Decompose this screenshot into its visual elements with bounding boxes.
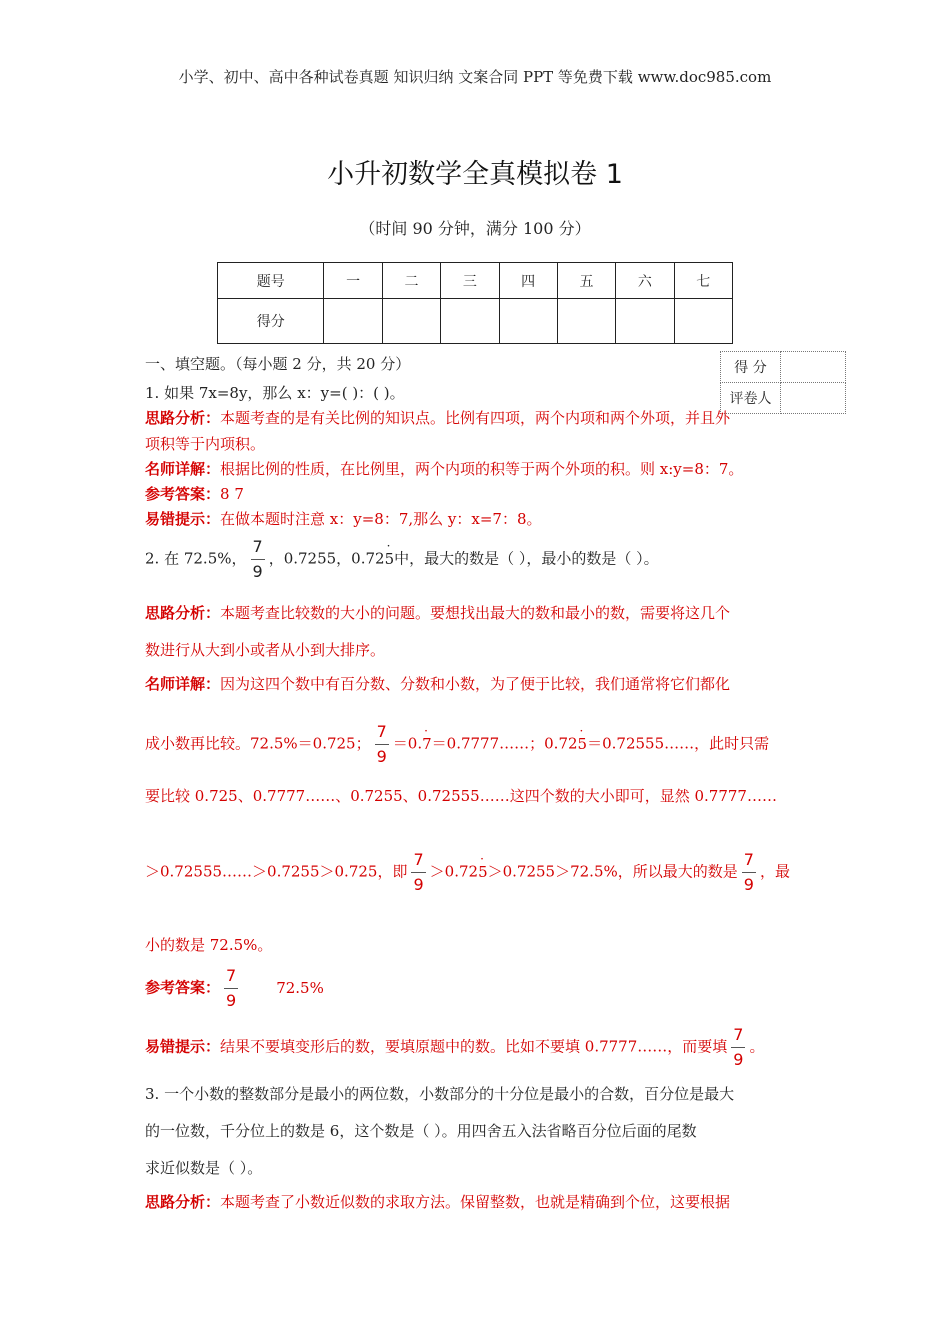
q2-t4-a: ＞0.72555……＞0.7255＞0.725，即 — [145, 862, 408, 881]
q2-answer — [145, 966, 324, 1011]
score-table-col: 四 — [499, 263, 557, 299]
q2-answer-b: 72.5% — [276, 978, 324, 997]
tip-label: 易错提示： — [145, 510, 221, 528]
score-table-col: 三 — [441, 263, 499, 299]
fraction-7-9 — [251, 537, 265, 582]
score-table-label: 题号 — [218, 263, 324, 299]
grader-box — [720, 351, 846, 414]
fraction-numerator: 7 — [375, 722, 389, 745]
score-table — [217, 262, 733, 344]
score-cell — [324, 299, 382, 344]
q1-tip — [145, 509, 542, 529]
grader-score-label: 得 分 — [721, 352, 781, 383]
q2-t4-e: ，最 — [759, 862, 790, 881]
question-1: 1. 如果 7x=8y，那么 x：y=( )：( )。 — [145, 384, 405, 402]
score-cell — [441, 299, 499, 344]
q2-text-d: 中，最大的数是（ ），最小的数是（ ）。 — [394, 549, 659, 568]
q2-teacher-line4 — [145, 850, 790, 895]
fraction-numerator: 7 — [411, 850, 425, 873]
q2-t2-f: ＝0.72555……，此时只需 — [587, 734, 770, 753]
q1-teacher-text: 根据比例的性质，在比例里，两个内项的积等于两个外项的积。则 x:y=8：7。 — [220, 460, 744, 478]
score-table-col: 一 — [324, 263, 382, 299]
score-table-col: 七 — [674, 263, 732, 299]
q2-teacher-line5: 小的数是 72.5%。 — [145, 936, 273, 954]
score-table-label: 得分 — [218, 299, 324, 344]
score-cell — [616, 299, 674, 344]
q2-analysis-text: 本题考查比较数的大小的问题。要想找出最大的数和最小的数，需要将这几个 — [220, 604, 731, 622]
q2-analysis — [145, 603, 730, 623]
analysis-label: 思路分析： — [145, 1193, 221, 1211]
tip-label: 易错提示： — [145, 1037, 221, 1056]
page-title: 小升初数学全真模拟卷 1 — [327, 159, 623, 190]
question-3-line3: 求近似数是（ ）。 — [145, 1159, 263, 1177]
q1-answer — [145, 484, 244, 504]
q2-teacher-text: 因为这四个数中有百分数、分数和小数，为了便于比较，我们通常将它们都化 — [220, 675, 731, 693]
fraction-7-9 — [411, 850, 425, 895]
score-table-col: 二 — [382, 263, 440, 299]
fraction-denominator: 9 — [226, 991, 237, 1010]
score-cell — [382, 299, 440, 344]
page-header: 小学、初中、高中各种试卷真题 知识归纳 文案合同 PPT 等免费下载 www.doc985.com — [178, 68, 772, 86]
question-3-line2: 的一位数，千分位上的数是 6，这个数是（ ）。用四舍五入法省略百分位后面的尾数 — [145, 1122, 697, 1140]
q1-answer-text: 8 7 — [220, 485, 244, 503]
q1-analysis — [145, 408, 730, 428]
analysis-label: 思路分析： — [145, 409, 221, 427]
score-cell — [674, 299, 732, 344]
q1-tip-text: 在做本题时注意 x：y=8：7,那么 y：x=7：8。 — [220, 510, 542, 528]
fraction-7-9 — [742, 850, 756, 895]
answer-label: 参考答案： — [145, 485, 221, 503]
teacher-label: 名师详解： — [145, 675, 221, 693]
fraction-numerator: 7 — [251, 537, 265, 560]
fraction-7-9 — [731, 1025, 745, 1070]
analysis-label: 思路分析： — [145, 604, 221, 622]
fraction-numerator: 7 — [731, 1025, 745, 1048]
page-subtitle: （时间 90 分钟，满分 100 分） — [359, 219, 591, 238]
repeating-digit: · 5 — [578, 735, 588, 753]
q3-analysis — [145, 1192, 730, 1212]
score-cell — [557, 299, 615, 344]
fraction-denominator: 9 — [743, 875, 754, 894]
q2-text-a: 2. 在 72.5%， — [145, 549, 247, 568]
q2-t2-a: 成小数再比较。72.5%＝0.725； — [145, 734, 371, 753]
grader-name-cell — [781, 383, 846, 414]
q2-t2-d: ＝0.7777……；0.72 — [431, 734, 578, 753]
fraction-denominator: 9 — [733, 1050, 744, 1069]
q2-t2-b: ＝0. — [392, 734, 423, 753]
score-table-score-row — [218, 299, 733, 344]
answer-label: 参考答案： — [145, 978, 221, 997]
repeating-digit: · 5 — [385, 550, 395, 568]
q2-analysis-cont: 数进行从大到小或者从小到大排序。 — [145, 641, 386, 659]
fraction-numerator: 7 — [742, 850, 756, 873]
q2-teacher — [145, 674, 730, 694]
q2-teacher-line2 — [145, 722, 769, 767]
q2-teacher-line3: 要比较 0.725、0.7777……、0.7255、0.72555……这四个数的大小即可，显然 0.7777…… — [145, 787, 777, 805]
fraction-7-9 — [375, 722, 389, 767]
grader-name-label: 评卷人 — [721, 383, 781, 414]
fraction-7-9 — [224, 966, 238, 1011]
repeating-digit: · 7 — [422, 735, 432, 753]
q1-analysis-cont: 项积等于内项积。 — [145, 435, 266, 453]
q1-analysis-text: 本题考查的是有关比例的知识点。比例有四项，两个内项和两个外项，并且外 — [220, 409, 731, 427]
fraction-denominator: 9 — [252, 562, 263, 581]
repeating-digit: · 5 — [478, 863, 488, 881]
q2-t4-d: ＞0.7255＞72.5%，所以最大的数是 — [487, 862, 738, 881]
q2-tip — [145, 1025, 764, 1070]
q2-tip-text: 结果不要填变形后的数，要填原题中的数。比如不要填 0.7777……，而要填 — [220, 1037, 728, 1056]
score-table-col: 六 — [616, 263, 674, 299]
fraction-numerator: 7 — [224, 966, 238, 989]
q2-t4-b: ＞0.72 — [429, 862, 479, 881]
q2-text-b: ，0.7255，0.72 — [268, 549, 385, 568]
fraction-denominator: 9 — [376, 747, 387, 766]
score-table-col: 五 — [557, 263, 615, 299]
question-3-line1: 3. 一个小数的整数部分是最小的两位数，小数部分的十分位是最小的合数，百分位是最大 — [145, 1085, 735, 1103]
question-2 — [145, 537, 659, 582]
q1-teacher — [145, 459, 743, 479]
score-table-header-row — [218, 263, 733, 299]
section-heading: 一、填空题。（每小题 2 分，共 20 分） — [145, 355, 411, 373]
score-cell — [499, 299, 557, 344]
teacher-label: 名师详解： — [145, 460, 221, 478]
q2-tip-end: 。 — [749, 1037, 765, 1056]
fraction-denominator: 9 — [413, 875, 424, 894]
grader-score-cell — [781, 352, 846, 383]
q3-analysis-text: 本题考查了小数近似数的求取方法。保留整数，也就是精确到个位，这要根据 — [220, 1193, 731, 1211]
